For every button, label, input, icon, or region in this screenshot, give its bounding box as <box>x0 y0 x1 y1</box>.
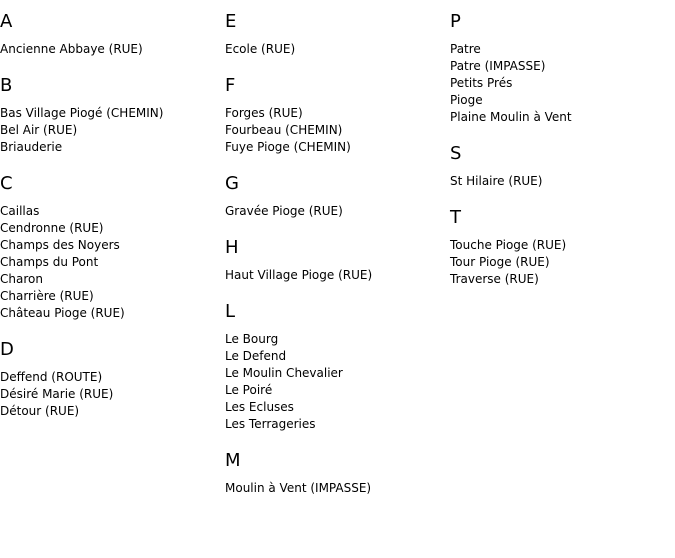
street-item[interactable]: Traverse (RUE) <box>450 272 539 286</box>
letter-group <box>450 207 572 288</box>
letter-group <box>0 339 163 420</box>
street-item[interactable]: Caillas <box>0 204 40 218</box>
street-item[interactable]: Briauderie <box>0 140 63 154</box>
street-item[interactable]: Moulin à Vent (IMPASSE) <box>225 481 372 495</box>
street-list <box>225 203 372 220</box>
street-list <box>0 105 163 156</box>
street-item[interactable]: Ecole (RUE) <box>225 42 296 56</box>
street-item[interactable]: Désiré Marie (RUE) <box>0 387 114 401</box>
street-item[interactable]: Fourbeau (CHEMIN) <box>225 123 343 137</box>
street-list <box>225 267 372 284</box>
letter-heading: S <box>450 143 462 164</box>
street-item[interactable]: Ancienne Abbaye (RUE) <box>0 42 143 56</box>
letter-heading: M <box>225 450 241 471</box>
letter-group <box>225 75 372 156</box>
street-item[interactable]: Plaine Moulin à Vent <box>450 110 572 124</box>
letter-heading: D <box>0 339 14 360</box>
street-item[interactable]: Charrière (RUE) <box>0 289 94 303</box>
street-item[interactable]: Touche Pioge (RUE) <box>450 238 567 252</box>
street-item[interactable]: Le Bourg <box>225 332 279 346</box>
letter-group <box>0 11 163 58</box>
street-list <box>0 41 163 58</box>
street-item[interactable]: Patre <box>450 42 481 56</box>
letter-group <box>225 450 372 497</box>
street-item[interactable]: Détour (RUE) <box>0 404 80 418</box>
street-item[interactable]: Cendronne (RUE) <box>0 221 104 235</box>
street-list <box>225 41 372 58</box>
letter-group <box>0 75 163 156</box>
street-item[interactable]: Les Terrageries <box>225 417 316 431</box>
street-item[interactable]: Tour Pioge (RUE) <box>450 255 550 269</box>
street-item[interactable]: Charon <box>0 272 43 286</box>
index-column <box>0 0 163 420</box>
street-item[interactable]: Le Defend <box>225 349 287 363</box>
street-list <box>0 203 163 322</box>
letter-heading: T <box>450 207 461 228</box>
street-item[interactable]: Bas Village Piogé (CHEMIN) <box>0 106 164 120</box>
street-item[interactable]: Pioge <box>450 93 483 107</box>
street-item[interactable]: Champs du Pont <box>0 255 99 269</box>
street-item[interactable]: Fuye Pioge (CHEMIN) <box>225 140 351 154</box>
street-item[interactable]: St Hilaire (RUE) <box>450 174 543 188</box>
letter-heading: L <box>225 301 236 322</box>
street-list <box>225 331 372 433</box>
letter-group <box>225 173 372 220</box>
letter-heading: F <box>225 75 236 96</box>
letter-group <box>450 143 572 190</box>
street-list <box>225 480 372 497</box>
street-item[interactable]: Le Poiré <box>225 383 273 397</box>
street-list <box>0 369 163 420</box>
street-list <box>450 173 572 190</box>
street-list <box>225 105 372 156</box>
street-item[interactable]: Haut Village Pioge (RUE) <box>225 268 373 282</box>
street-item[interactable]: Forges (RUE) <box>225 106 303 120</box>
letter-group <box>0 173 163 322</box>
letter-heading: C <box>0 173 13 194</box>
street-item[interactable]: Les Ecluses <box>225 400 294 414</box>
street-item[interactable]: Gravée Pioge (RUE) <box>225 204 343 218</box>
street-item[interactable]: Le Moulin Chevalier <box>225 366 343 380</box>
letter-heading: G <box>225 173 239 194</box>
street-list <box>450 41 572 126</box>
letter-group <box>225 237 372 284</box>
letter-group <box>225 11 372 58</box>
street-item[interactable]: Deffend (ROUTE) <box>0 370 103 384</box>
letter-group <box>225 301 372 433</box>
letter-heading: H <box>225 237 239 258</box>
letter-group <box>450 11 572 126</box>
letter-heading: E <box>225 11 237 32</box>
street-item[interactable]: Champs des Noyers <box>0 238 120 252</box>
street-item[interactable]: Petits Prés <box>450 76 513 90</box>
index-column <box>450 0 572 288</box>
street-item[interactable]: Patre (IMPASSE) <box>450 59 546 73</box>
street-list <box>450 237 572 288</box>
letter-heading: B <box>0 75 13 96</box>
street-item[interactable]: Bel Air (RUE) <box>0 123 78 137</box>
letter-heading: A <box>0 11 13 32</box>
index-column <box>225 0 372 497</box>
street-item[interactable]: Château Pioge (RUE) <box>0 306 125 320</box>
letter-heading: P <box>450 11 461 32</box>
